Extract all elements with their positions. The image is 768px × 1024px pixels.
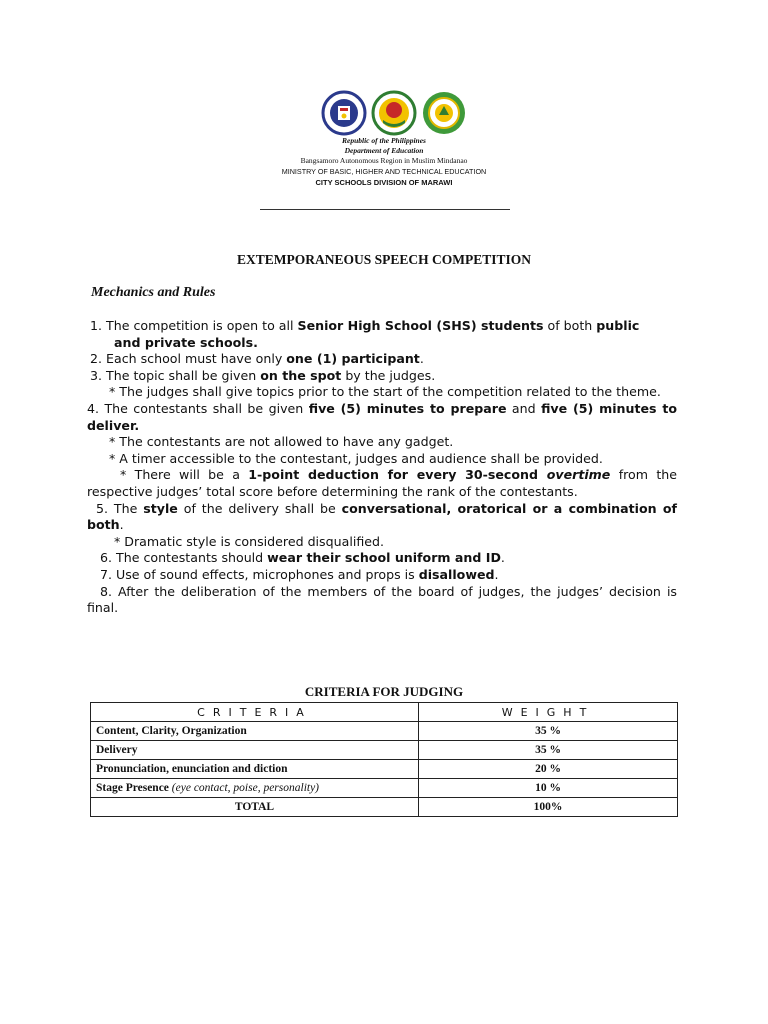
seals bbox=[20, 90, 768, 136]
document-title: EXTEMPORANEOUS SPEECH COMPETITION bbox=[236, 252, 532, 267]
table-row: Stage Presence (eye contact, poise, personality) 10 % bbox=[91, 779, 678, 798]
rule-8: 8. After the deliberation of the members of the board of judges, the judges’ decision is final. bbox=[87, 583, 677, 616]
barmm-seal-icon bbox=[371, 90, 417, 136]
division-seal-icon bbox=[421, 90, 467, 136]
rule-2: 2. Each school must have only one (1) participant. bbox=[90, 351, 424, 367]
rule-4-note-1: * The contestants are not allowed to have any gadget. bbox=[109, 434, 454, 450]
letterhead-department: Department of Education bbox=[344, 146, 424, 155]
rule-4-note-3: * There will be a 1-point deduction for every 30-second overtime from the respective judges’ total score before determining the rank of the contestants. bbox=[87, 467, 677, 499]
rule-3-note: * The judges shall give topics prior to the start of the competition related to the theme. bbox=[109, 384, 661, 400]
criteria-header-row bbox=[91, 703, 678, 722]
rule-7: 7. Use of sound effects, microphones and props is disallowed. bbox=[100, 566, 499, 582]
criteria-title: CRITERIA FOR JUDGING bbox=[304, 684, 464, 699]
letterhead-rule bbox=[260, 209, 510, 210]
rule-1-cont: and private schools. bbox=[114, 334, 258, 350]
total-weight: 100% bbox=[419, 798, 678, 817]
weight-header: WEIGHT bbox=[419, 703, 678, 722]
rule-5-note: * Dramatic style is considered disqualified. bbox=[114, 533, 384, 549]
criteria-header: CRITERIA bbox=[91, 703, 419, 722]
rule-1: 1. The competition is open to all Senior High School (SHS) students of both public bbox=[90, 318, 640, 333]
rule-6: 6. The contestants should wear their school uniform and ID. bbox=[100, 550, 505, 566]
letterhead-region: Bangsamoro Autonomous Region in Muslim Mindanao bbox=[300, 156, 468, 165]
total-label: TOTAL bbox=[91, 798, 419, 817]
table-row: Delivery 35 % bbox=[91, 741, 678, 760]
rules-list bbox=[87, 318, 677, 617]
letterhead-division: CITY SCHOOLS DIVISION OF MARAWI bbox=[315, 178, 453, 187]
table-row: Content, Clarity, Organization 35 % bbox=[91, 722, 678, 741]
table-row: Pronunciation, enunciation and diction 20 % bbox=[91, 760, 678, 779]
letterhead bbox=[0, 90, 768, 188]
letterhead-ministry: MINISTRY OF BASIC, HIGHER AND TECHNICAL EDUCATION bbox=[281, 167, 487, 176]
rule-3: 3. The topic shall be given on the spot by the judges. bbox=[90, 367, 436, 383]
letterhead-republic: Republic of the Philippines bbox=[342, 136, 426, 145]
rule-5: 5. The style of the delivery shall be conversational, oratorical or a combination of both. bbox=[87, 500, 677, 533]
rule-4: 4. The contestants shall be given five (5) minutes to prepare and five (5) minutes to deliver. bbox=[87, 400, 677, 433]
criteria-table bbox=[90, 702, 678, 817]
total-row bbox=[91, 798, 678, 817]
rule-4-note-2: * A timer accessible to the contestant, judges and audience shall be provided. bbox=[109, 450, 603, 466]
section-subtitle: Mechanics and Rules bbox=[91, 285, 216, 300]
deped-seal-icon bbox=[321, 90, 367, 136]
